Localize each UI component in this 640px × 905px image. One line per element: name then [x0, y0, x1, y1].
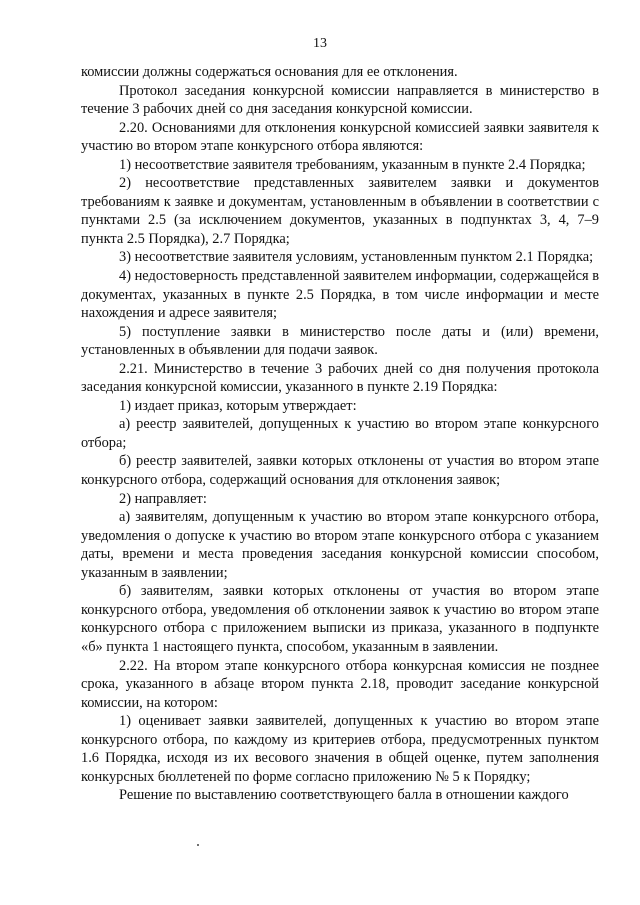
paragraph: 1) издает приказ, которым утверждает:: [119, 397, 357, 414]
paragraph: 2.20. Основаниями для отклонения конкурсной комиссией заявки заявителя к участию во втором этапе конкурсного отбора являются:: [81, 119, 599, 155]
paragraph: 2.21. Министерство в течение 3 рабочих дней со дня получения протокола заседания конкурсной комиссии, указанного в пункте 2.19 Порядка:: [81, 360, 599, 396]
paragraph: 1) несоответствие заявителя требованиям, указанным в пункте 2.4 Порядка;: [119, 156, 586, 173]
paragraph: а) заявителям, допущенным к участию во втором этапе конкурсного отбора, уведомления о допуске к участию во втором этапе конкурсного отбора с указанием даты, времени и места проведения заседания конкурсной комиссии способом, указанным в заявлении;: [81, 509, 599, 581]
paragraph: б) реестр заявителей, заявки которых отклонены от участия во втором этапе конкурсного отбора, содержащий основания для отклонения заявок;: [81, 453, 599, 489]
paragraph: 5) поступление заявки в министерство после даты и (или) времени, установленных в объявлении для подачи заявок.: [81, 323, 599, 359]
paragraph: Решение по выставлению соответствующего балла в отношении каждого: [119, 787, 569, 804]
paragraph: б) заявителям, заявки которых отклонены от участия во втором этапе конкурсного отбора, уведомления об отклонении заявок к участию во втором этапе конкурсного отбора с приложением выписки из приказа, указанного в подпункте «б» пункта 1 настоящего пункта, способом, указанным в заявлении.: [81, 583, 599, 655]
paragraph: 2.22. На втором этапе конкурсного отбора конкурсная комиссия не позднее срока, указанного в абзаце втором пункта 2.18, проводит заседание конкурсной комиссии, на котором:: [81, 657, 599, 711]
paragraph: 2) несоответствие представленных заявителем заявки и документов требованиям к заявке и документам, установленным в объявлении в соответствии с пунктами 2.5 (за исключением документов, указанных в подпунктах 3, 4, 7–9 пункта 2.5 Порядка), 2.7 Порядка;: [81, 175, 599, 247]
paragraph: комиссии должны содержаться основания для ее отклонения.: [81, 64, 458, 80]
paragraph: 4) недостоверность представленной заявителем информации, содержащейся в документах, указанных в пункте 2.5 Порядка, в том числе информации и месте нахождения и адресе заявителя;: [81, 268, 599, 322]
paragraph: а) реестр заявителей, допущенных к участию во втором этапе конкурсного отбора;: [81, 416, 599, 451]
document-body: [81, 63, 599, 805]
paragraph: 2) направляет:: [119, 490, 207, 507]
scan-speck: [197, 844, 199, 846]
paragraph: 3) несоответствие заявителя условиям, установленным пунктом 2.1 Порядка;: [119, 249, 594, 266]
paragraph: Протокол заседания конкурсной комиссии направляется в министерство в течение 3 рабочих дней со дня заседания конкурсной комиссии.: [81, 82, 599, 118]
paragraph: 1) оценивает заявки заявителей, допущенных к участию во втором этапе конкурсного отбора, по каждому из критериев отбора, предусмотренных пунктом 1.6 Порядка, исходя из их весового значения в общей оценке, путем заполнения конкурсных бюллетеней по форме согласно приложению № 5 к Порядку;: [81, 713, 599, 785]
page-number: 13: [313, 36, 327, 51]
